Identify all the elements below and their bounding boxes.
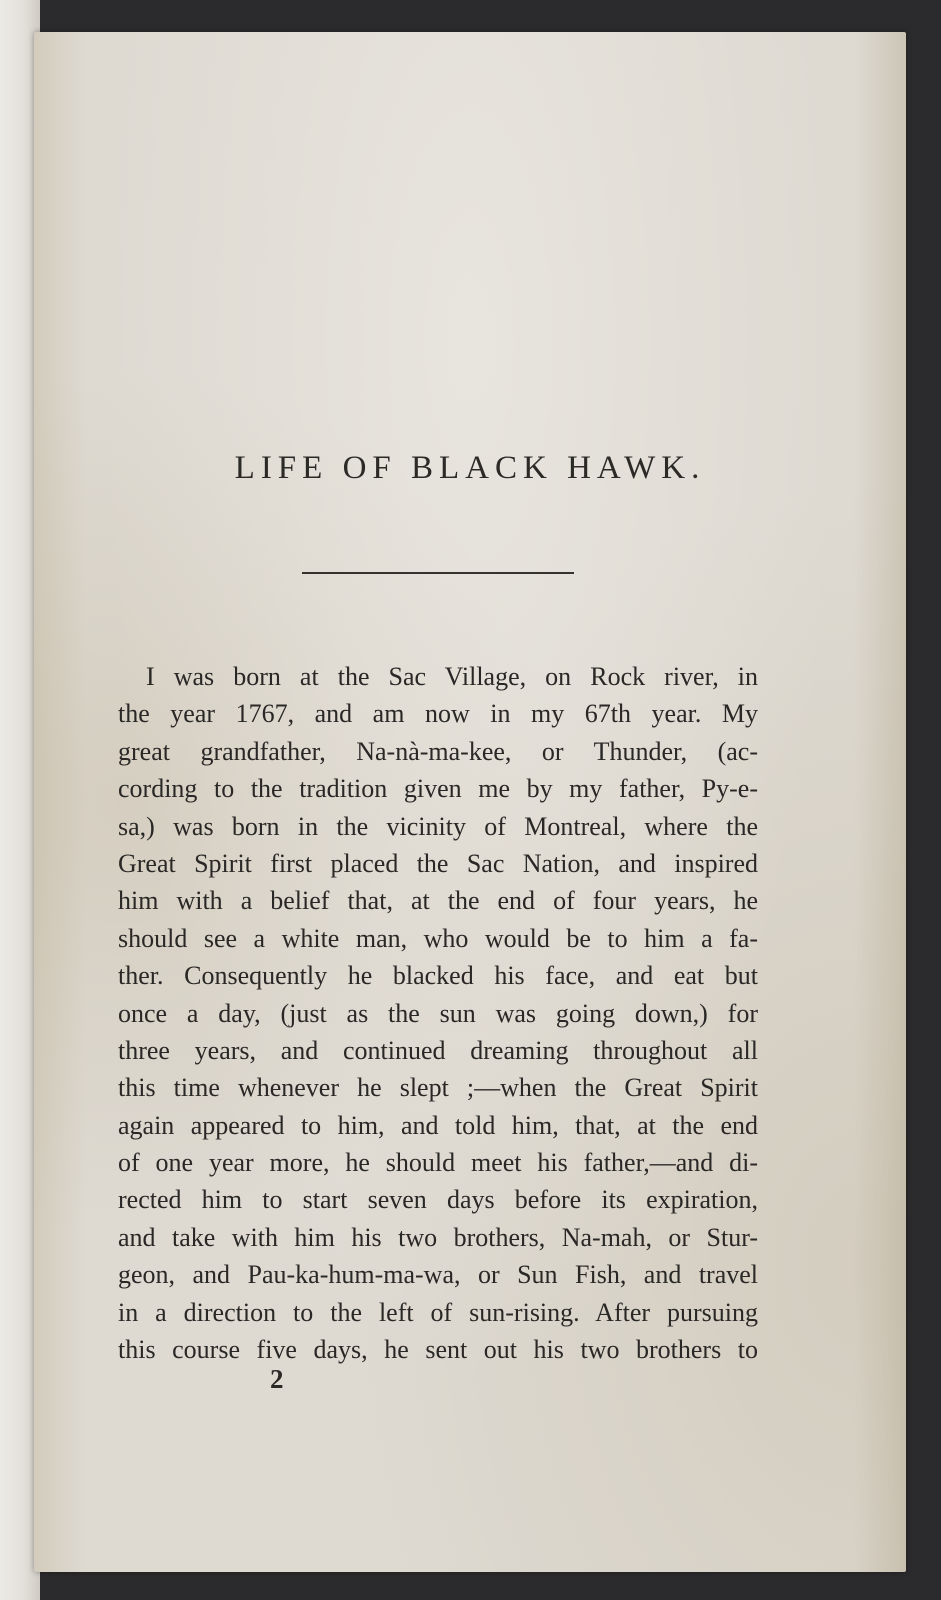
book-page: [34, 32, 906, 1572]
chapter-title: LIFE OF BLACK HAWK.: [234, 450, 706, 486]
title-rule: [302, 572, 574, 574]
text-line: ther. Consequently he blacked his face, and eat but: [118, 961, 758, 991]
text-line: him with a belief that, at the end of four years, he: [118, 886, 758, 916]
text-line: geon, and Pau-ka-hum-ma-wa, or Sun Fish, and travel: [118, 1260, 758, 1290]
text-line: and take with him his two brothers, Na-mah, or Stur-: [118, 1222, 758, 1252]
text-line: should see a white man, who would be to him a fa-: [118, 923, 758, 953]
text-line: great grandfather, Na-nà-ma-kee, or Thunder, (ac-: [118, 736, 758, 766]
text-line: again appeared to him, and told him, that, at the end: [118, 1110, 758, 1140]
text-line: Great Spirit first placed the Sac Nation, and inspired: [118, 848, 758, 878]
text-line: this course five days, he sent out his two brothers to: [118, 1335, 758, 1365]
body-paragraph: [118, 658, 758, 1368]
text-line: of one year more, he should meet his father,—and di-: [118, 1148, 758, 1178]
page-signature-number: 2: [270, 1364, 284, 1394]
text-line: once a day, (just as the sun was going down,) for: [118, 998, 758, 1028]
text-line: I was born at the Sac Village, on Rock river, in: [146, 662, 758, 691]
text-line: rected him to start seven days before its expiration,: [118, 1185, 758, 1215]
text-line: sa,) was born in the vicinity of Montreal, where the: [118, 811, 758, 841]
text-line: the year 1767, and am now in my 67th year. My: [118, 699, 758, 729]
text-line: this time whenever he slept ;—when the Great Spirit: [118, 1073, 758, 1103]
text-line: in a direction to the left of sun-rising. After pursuing: [118, 1297, 758, 1327]
text-line: three years, and continued dreaming throughout all: [118, 1035, 758, 1065]
text-line: cording to the tradition given me by my father, Py-e-: [118, 774, 758, 804]
